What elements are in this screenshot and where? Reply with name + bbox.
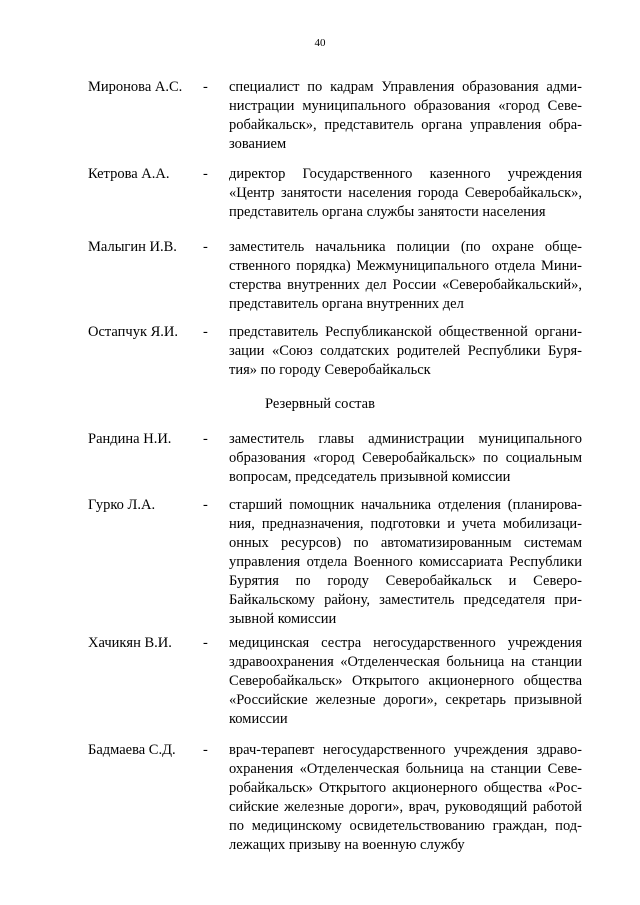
role-line: зованием — [229, 136, 287, 152]
role-line: «Российские железные дороги», секретарь призывной — [229, 692, 582, 708]
role-line: заместитель начальника полиции (по охране обще- — [229, 239, 582, 255]
dash: - — [203, 166, 208, 182]
role-line: «Центр занятости населения города Северобайкальск», — [229, 185, 582, 201]
member-role — [229, 430, 582, 487]
role-line: ственного порядка) Межмуниципального отдела Мини- — [229, 258, 582, 274]
role-line: врач-терапевт негосударственного учреждения здраво- — [229, 742, 582, 758]
member-role — [229, 741, 582, 855]
role-line: вопросам, председатель призывной комиссии — [229, 469, 511, 485]
role-line: директор Государственного казенного учреждения — [229, 166, 582, 182]
dash: - — [203, 431, 208, 447]
role-line: зывной комиссии — [229, 611, 337, 627]
role-line: Северобайкальск» Открытого акционерного общества — [229, 673, 582, 689]
section-title: Резервный состав — [265, 396, 375, 412]
role-line: лежащих призыву на военную службу — [229, 837, 465, 853]
role-line: зации «Союз солдатских родителей Республики Буря- — [229, 343, 582, 359]
role-line: по медицинскому освидетельствованию граждан, под- — [229, 818, 582, 834]
dash: - — [203, 742, 208, 758]
role-line: сийские железные дороги», врач, руководящий работой — [229, 799, 582, 815]
role-line: робайкальск», представитель органа управления обра- — [229, 117, 582, 133]
role-line: нистрации муниципального образования «город Севе- — [229, 98, 582, 114]
role-line: медицинская сестра негосударственного учреждения — [229, 635, 582, 651]
member-role — [229, 323, 582, 380]
role-line: онных ресурсов) по автоматизированным системам — [229, 535, 582, 551]
role-line: комиссии — [229, 711, 288, 727]
dash: - — [203, 635, 208, 651]
role-line: специалист по кадрам Управления образования адми- — [229, 79, 582, 95]
member-role — [229, 634, 582, 729]
member-name: Гурко Л.А. — [88, 497, 156, 513]
role-line: Бурятия по городу Северобайкальск и Северо- — [229, 573, 582, 589]
role-line: ния, предназначения, подготовки и учета мобилизаци- — [229, 516, 582, 532]
member-name: Рандина Н.И. — [88, 431, 172, 447]
member-name: Остапчук Я.И. — [88, 324, 179, 340]
member-role — [229, 238, 582, 314]
member-role — [229, 496, 582, 629]
member-role — [229, 165, 582, 222]
page-number: 40 — [314, 37, 326, 49]
dash: - — [203, 239, 208, 255]
member-name: Кетрова А.А. — [88, 166, 170, 182]
role-line: образования «город Северобайкальск» по социальным — [229, 450, 582, 466]
role-line: управления отдела Военного комиссариата Республики — [229, 554, 582, 570]
role-line: представитель органа внутренних дел — [229, 296, 464, 312]
member-name: Малыгин И.В. — [88, 239, 177, 255]
role-line: тия» по городу Северобайкальск — [229, 362, 431, 378]
member-name: Миронова А.С. — [88, 79, 183, 95]
dash: - — [203, 324, 208, 340]
role-line: представитель органа службы занятости населения — [229, 204, 546, 220]
member-name: Бадмаева С.Д. — [88, 742, 176, 758]
dash: - — [203, 497, 208, 513]
role-line: здравоохранения «Отделенческая больница на станции — [229, 654, 582, 670]
role-line: Байкальскому району, заместитель председателя при- — [229, 592, 582, 608]
role-line: охранения «Отделенческая больница на станции Севе- — [229, 761, 582, 777]
member-name: Хачикян В.И. — [88, 635, 172, 651]
dash: - — [203, 79, 208, 95]
role-line: представитель Республиканской общественной органи- — [229, 324, 582, 340]
role-line: старший помощник начальника отделения (планирова- — [229, 497, 582, 513]
role-line: заместитель главы администрации муниципального — [229, 431, 582, 447]
member-role — [229, 78, 582, 154]
role-line: робайкальск» Открытого акционерного общества «Рос- — [229, 780, 582, 796]
role-line: стерства внутренних дел России «Северобайкальский», — [229, 277, 582, 293]
